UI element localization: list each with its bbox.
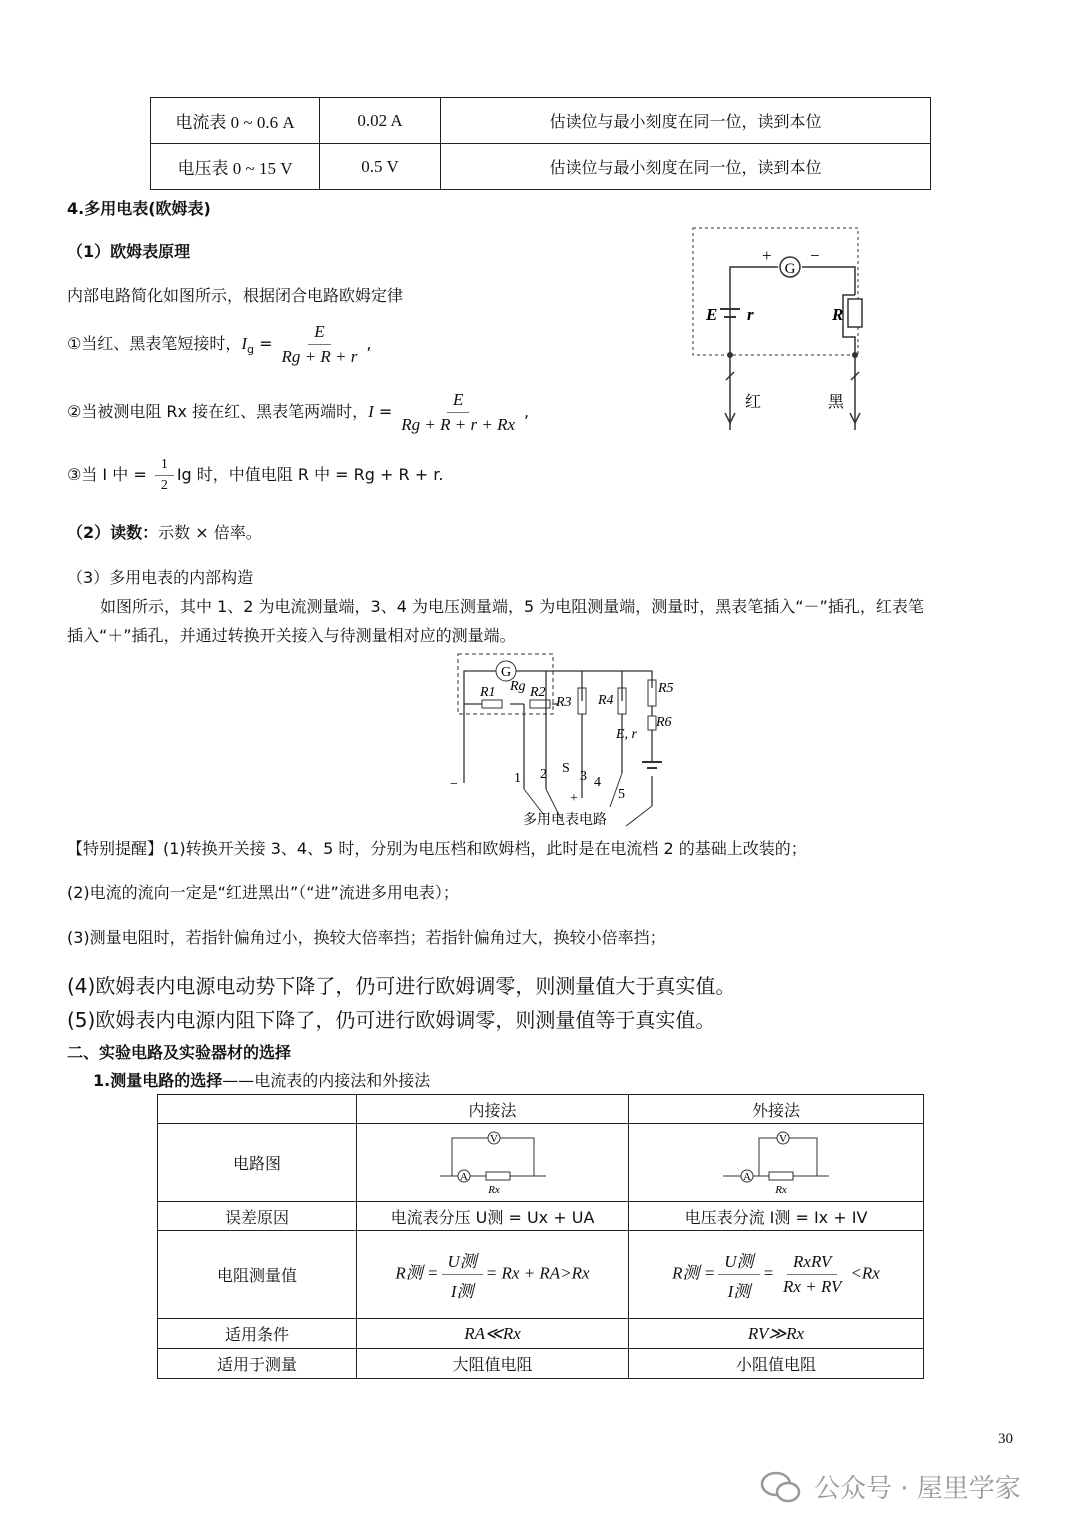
rg-label: Rg <box>510 679 526 694</box>
note-4: (4)欧姆表内电源电动势下降了，仍可进行欧姆调零，则测量值大于真实值。 <box>67 974 736 998</box>
e-label: E <box>706 305 718 324</box>
row-label: 适用条件 <box>158 1319 357 1349</box>
text: g <box>247 343 255 357</box>
rx-label: Rx <box>775 1183 787 1196</box>
row-label: 误差原因 <box>158 1202 357 1231</box>
note-5: (5)欧姆表内电源内阻下降了，仍可进行欧姆调零，则测量值等于真实值。 <box>67 1008 716 1032</box>
cell: 电压表 0 ~ 15 V <box>151 144 320 190</box>
meter-reading-table <box>150 97 931 190</box>
paragraph: 插入“＋”插孔，并通过转换开关接入与待测量相对应的测量端。 <box>67 626 516 645</box>
g-label: G <box>784 261 796 277</box>
denominator: I测 <box>727 1282 751 1301</box>
denominator: Rg + R + r + Rx <box>401 415 516 434</box>
text: 1.测量电路的选择 <box>93 1071 223 1090</box>
paragraph: 如图所示，其中 1、2 为电流测量端，3、4 为电压测量端，5 为电阻测量端，测量时，黑表笔插入“－”插孔，红表笔 <box>100 597 924 616</box>
subheading <box>93 1068 430 1091</box>
page-number: 30 <box>998 1431 1013 1447</box>
r-label: r <box>747 305 754 324</box>
text: R测 = <box>672 1263 716 1283</box>
cell: RV≫Rx <box>629 1319 924 1349</box>
text: ①当红、黑表笔短接时， <box>67 334 242 353</box>
denominator: Rg + R + r <box>281 347 358 366</box>
row-label: 电路图 <box>158 1124 357 1202</box>
internal-circuit-cell <box>357 1124 629 1202</box>
numerator: RxRV <box>787 1252 837 1275</box>
numerator: 1 <box>155 457 174 476</box>
text: R测 = <box>395 1263 439 1283</box>
header-cell <box>158 1095 357 1124</box>
text: Ig 时，中值电阻 R 中 = Rg + R + r. <box>176 465 444 484</box>
section-heading: 二、实验电路及实验器材的选择 <box>67 1043 292 1062</box>
internal-connection-diagram <box>438 1126 548 1196</box>
note-1: 【特别提醒】(1)转换开关接 3、4、5 时，分别为电压档和欧姆档，此时是在电流档 2 的基础上改装的； <box>67 839 807 858</box>
row-label: 适用于测量 <box>158 1349 357 1379</box>
label: （2）读数： <box>67 523 159 542</box>
connection-comparison-table <box>157 1094 924 1379</box>
formula-2: ②当被测电阻 Rx 接在红、黑表笔两端时，I = $\frac{E}{Rg + R + r + Rx}$ , <box>67 390 530 434</box>
text: 示数 × 倍率。 <box>158 523 262 542</box>
cell <box>357 1231 629 1319</box>
numerator: E <box>447 390 469 413</box>
r3-label: R3 <box>556 695 572 710</box>
numerator: E <box>308 322 330 345</box>
cell: 小阻值电阻 <box>629 1349 924 1379</box>
ohmmeter-circuit-diagram <box>690 225 865 430</box>
note-3: (3)测量电阻时，若指针偏角过小，换较大倍率挡；若指针偏角过大，换较小倍率挡； <box>67 928 666 947</box>
minus-label: − <box>810 246 820 265</box>
cell: 电压表分流 I测 = Ix + IV <box>629 1202 924 1231</box>
reading-rule <box>67 520 262 543</box>
neg-terminal-label: − <box>450 777 458 792</box>
cell: 大阻值电阻 <box>357 1349 629 1379</box>
r5-label: R5 <box>658 681 674 696</box>
er-label: E, r <box>616 727 637 742</box>
text: ③当 I 中 = <box>67 465 152 484</box>
a-label: A <box>459 1170 468 1183</box>
cell: RA≪Rx <box>357 1319 629 1349</box>
denominator: I测 <box>450 1282 474 1301</box>
terminal-4: 4 <box>594 775 601 790</box>
denominator: 2 <box>160 478 168 493</box>
formula-1: ①当红、黑表笔短接时，$I_g$ = $\frac{E}{Rg + R + r}$ , <box>67 322 372 366</box>
R-label: R <box>832 305 844 324</box>
diagram-caption: 多用电表电路 <box>523 812 607 828</box>
text: I <box>368 402 374 421</box>
cell: 电流表分压 U测 = Ux + UA <box>357 1202 629 1231</box>
text: ——电流表的内接法和外接法 <box>222 1071 431 1090</box>
subheading: （3）多用电表的内部构造 <box>67 568 254 587</box>
a-label: A <box>743 1170 751 1183</box>
text: = <box>762 1263 775 1283</box>
v-label: V <box>489 1132 498 1145</box>
terminal-1: 1 <box>514 771 521 786</box>
denominator: Rx + RV <box>783 1277 842 1296</box>
r4-label: R4 <box>598 693 614 708</box>
header-cell: 外接法 <box>629 1095 924 1124</box>
terminal-2: 2 <box>540 767 547 782</box>
terminal-3: 3 <box>580 769 587 784</box>
cell: 0.02 A <box>320 98 441 144</box>
numerator: U测 <box>442 1247 483 1275</box>
s-label: S <box>562 761 570 776</box>
r2-label: R2 <box>530 685 546 700</box>
cell <box>629 1231 924 1319</box>
red-label: 红 <box>745 392 762 411</box>
text: = Rx + RA>Rx <box>485 1263 590 1283</box>
note-2: (2)电流的流向一定是“红进黑出”（“进”流进多用电表）； <box>67 883 459 902</box>
terminal-5: 5 <box>618 787 625 802</box>
numerator: U测 <box>718 1247 759 1275</box>
watermark <box>760 1468 1021 1505</box>
plus-label: + <box>762 246 772 265</box>
cell: 估读位与最小刻度在同一位，读到本位 <box>441 98 931 144</box>
black-label: 黑 <box>828 392 845 411</box>
wechat-icon <box>760 1470 802 1504</box>
watermark-text: 公众号 · 屋里学家 <box>814 1474 1021 1504</box>
text: 内部电路简化如图所示，根据闭合电路欧姆定律 <box>67 286 404 305</box>
v-label: V <box>779 1132 787 1145</box>
formula-3 <box>67 457 443 494</box>
subheading: （1）欧姆表原理 <box>67 242 191 261</box>
pos-terminal-label: + <box>570 791 578 806</box>
text: ②当被测电阻 Rx 接在红、黑表笔两端时， <box>67 402 369 421</box>
cell: 估读位与最小刻度在同一位，读到本位 <box>441 144 931 190</box>
text: I <box>241 334 248 353</box>
external-connection-diagram <box>721 1126 831 1196</box>
g-label: G <box>500 665 512 680</box>
r1-label: R1 <box>480 685 496 700</box>
row-label: 电阻测量值 <box>158 1231 357 1319</box>
multimeter-circuit-diagram <box>450 650 680 830</box>
external-circuit-cell <box>629 1124 924 1202</box>
cell: 电流表 0 ~ 0.6 A <box>151 98 320 144</box>
cell: 0.5 V <box>320 144 441 190</box>
section-heading: 4.多用电表(欧姆表) <box>67 199 211 218</box>
rx-label: Rx <box>487 1183 500 1196</box>
header-cell: 内接法 <box>357 1095 629 1124</box>
text: <Rx <box>850 1263 880 1283</box>
r6-label: R6 <box>656 715 672 730</box>
